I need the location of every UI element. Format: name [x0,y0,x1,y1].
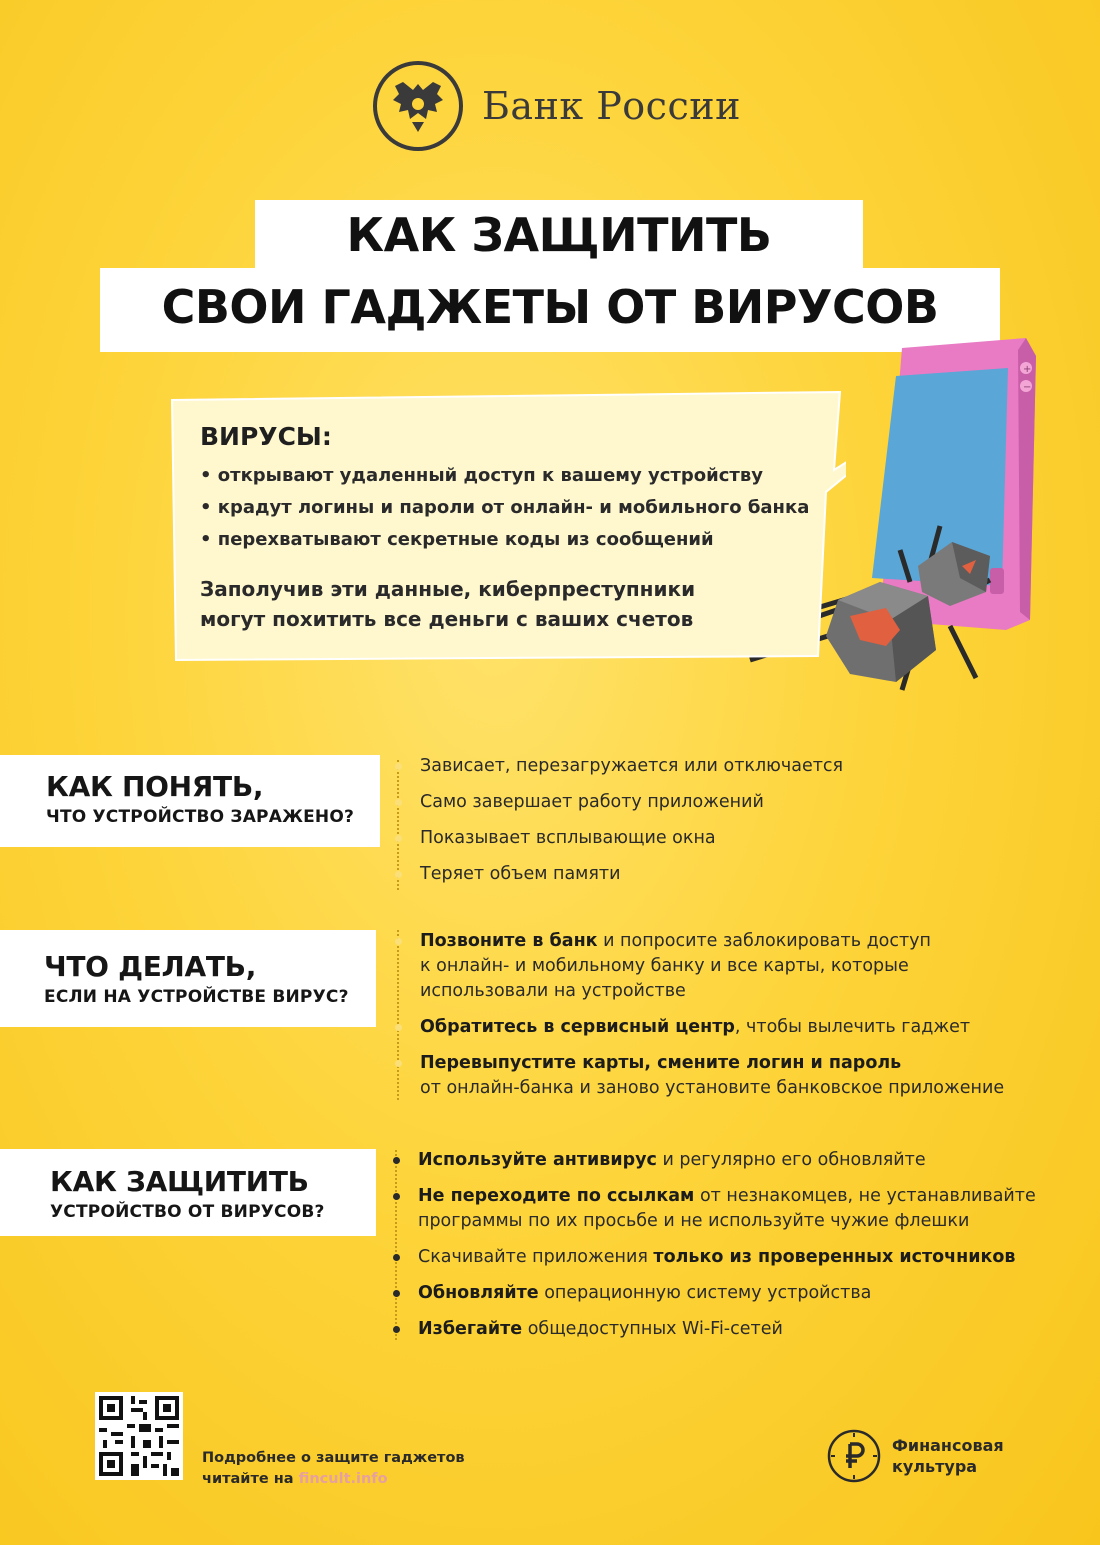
item-bold: только из проверенных источников [653,1247,1016,1267]
item-text: от незнакомцев, не устанавливайте [694,1186,1036,1206]
viruses-note [200,574,695,634]
ruble-clock-icon [826,1428,882,1484]
brand-name: Банк России [482,84,741,128]
fincult-link[interactable]: fincult.info [298,1471,388,1487]
fin-culture-logo [826,1428,1004,1484]
section-items [420,929,1004,1101]
list-item [418,1281,1036,1306]
section-subtitle: ЧТО УСТРОЙСТВО ЗАРАЖЕНО? [46,807,355,827]
item-bold: Не переходите по ссылкам [418,1186,695,1206]
list-item [418,1245,1036,1270]
section-title: КАК ПОНЯТЬ, [46,770,264,803]
item-text: программы по их просьбе и не используйте чужие флешки [418,1211,970,1231]
dotted-divider [395,1150,397,1340]
double-headed-eagle-icon [372,60,464,152]
item-bold: Позвоните в банк [420,931,598,951]
item-text: общедоступных Wi-Fi-сетей [522,1319,783,1339]
section-heading [44,950,349,1007]
page-title-line2: СВОИ ГАДЖЕТЫ ОТ ВИРУСОВ [161,280,939,334]
section-heading [46,770,354,827]
item-bold: Обратитесь в сервисный центр [420,1017,735,1037]
qr-code-icon[interactable] [95,1392,183,1480]
list-item: • крадут логины и пароли от онлайн- и мобильного банка [200,497,810,518]
list-item: • открывают удаленный доступ к вашему устройству [200,465,763,486]
svg-text:+: + [1023,364,1032,375]
list-item [420,1015,1004,1040]
brand-logo [372,60,741,152]
list-item: Зависает, перезагружается или отключается [420,754,843,790]
item-text: , чтобы вылечить гаджет [734,1017,971,1037]
viruses-heading: ВИРУСЫ: [200,422,332,451]
list-item [420,1051,1004,1101]
item-bold: Обновляйте [418,1283,539,1303]
page-title-line1: КАК ЗАЩИТИТЬ [346,208,772,262]
section-subtitle: ЕСЛИ НА УСТРОЙСТВЕ ВИРУС? [44,987,349,1007]
section-subtitle: УСТРОЙСТВО ОТ ВИРУСОВ? [50,1202,325,1222]
item-text: и регулярно его обновляйте [656,1150,926,1170]
section-items [418,1148,1036,1342]
section-title: КАК ЗАЩИТИТЬ [50,1165,309,1198]
viruses-list [200,460,809,556]
item-bold: Перевыпустите карты, смените логин и пароль [420,1053,902,1073]
list-item: Само завершает работу приложений [420,790,843,826]
list-item [418,1317,1036,1342]
item-text: и попросите заблокировать доступ [597,931,931,951]
fin-culture-line: Финансовая [892,1436,1004,1455]
fin-culture-text [892,1435,1004,1477]
qr-caption-prefix: читайте на [202,1471,299,1487]
qr-caption-line [202,1469,465,1490]
dotted-divider [397,930,399,1100]
note-line: могут похитить все деньги с ваших счетов [200,607,694,631]
list-item [420,929,1004,1004]
item-text: использовали на устройстве [420,981,686,1001]
list-item: Показывает всплывающие окна [420,826,843,862]
list-item [418,1148,1036,1173]
svg-text:−: − [1023,382,1032,393]
item-text: к онлайн- и мобильному банку и все карты, которые [420,956,909,976]
item-bold: Избегайте [418,1319,523,1339]
list-item [418,1184,1036,1234]
section-heading [50,1165,325,1222]
qr-caption-line: Подробнее о защите гаджетов [202,1450,465,1466]
list-item: • перехватывают секретные коды из сообщений [200,529,714,550]
item-text: от онлайн-банка и заново установите банковское приложение [420,1078,1005,1098]
fin-culture-line: культура [892,1457,978,1476]
item-bold: Используйте антивирус [418,1150,657,1170]
section-title: ЧТО ДЕЛАТЬ, [44,950,257,983]
qr-caption [202,1448,465,1490]
item-text: операционную систему устройства [538,1283,872,1303]
section-items [420,754,843,898]
note-line: Заполучив эти данные, киберпреступники [200,577,696,601]
item-text: Скачивайте приложения [418,1247,654,1267]
list-item: Теряет объем памяти [420,862,843,898]
